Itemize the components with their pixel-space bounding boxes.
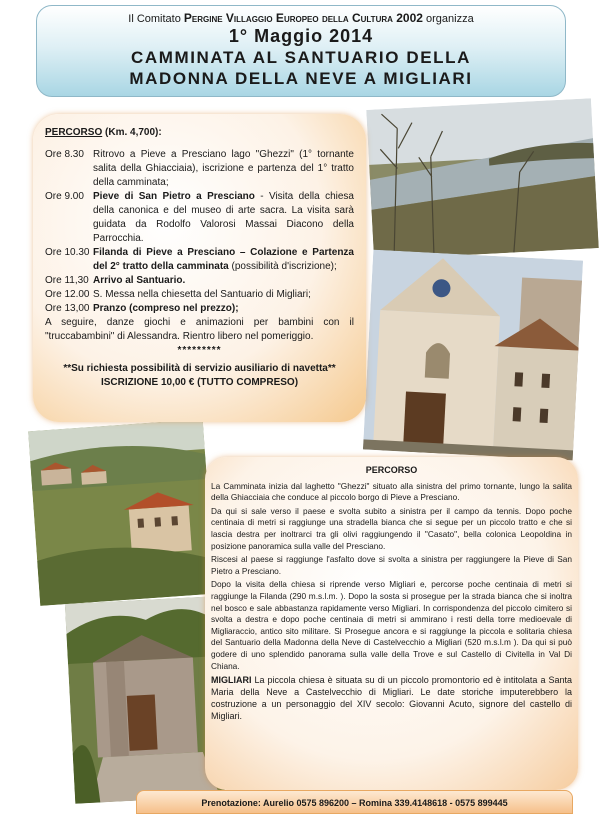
organizer-line <box>37 11 565 25</box>
route-description-panel <box>205 457 578 790</box>
schedule-text: (possibilità d'iscrizione); <box>228 261 337 272</box>
program-heading-km: (Km. 4,700): <box>102 127 162 138</box>
lake-photo <box>366 98 599 260</box>
program-heading <box>45 126 354 140</box>
route-paragraph: La Camminata inizia dal laghetto "Ghezzi" situato alla sinistra del primo tornante, lungo la salita della Ghiacciaia che conduce al piccolo borgo di Pieve a Presciano. <box>211 480 572 503</box>
schedule-row <box>45 302 354 316</box>
schedule-row <box>45 190 354 246</box>
schedule-time: Ore 12.00 <box>45 289 90 300</box>
schedule-time: Ore 9.00 <box>45 191 84 202</box>
organizer-name: Pergine Villaggio Europeo della Cultura 2002 <box>183 11 423 25</box>
migliari-text: La piccola chiesa è situata su di un piccolo promontorio ed è intitolata a Santa Maria della Neve a Castelvecchio di Migliari. Le date storiche imputerebbero la costruzione a un personaggio del XIV secolo: Giovanni Acuto, signore del castello di Migliari. <box>211 675 572 722</box>
migliari-paragraph <box>211 674 572 722</box>
route-paragraph: Dopo la visita della chiesa si riprende verso Migliari e, percorse poche centinaia di metri si raggiunge la Filanda (290 m.s.l.m. ). Dopo la sosta si prosegue per la strada bianca che si inoltra nel bosco e sale abbastanza rapidamente verso Migliari. In corrispondenza del piccolo cimitero si svolta a destra e dopo poche centinaia di metri si ammirano i resti della torre medioevale di Migliaraccio, antico sito militare. Si Prosegue ancora e si raggiunge la piccola e solitaria chiesa del Santuario della Madonna della Neve di Castelvecchio a Migliari (520 m.s.l.m ). Da qui si può godere di uno splendido panorama sulla valle della Trove e sul Castello di Civitella in Val Di Chiana. <box>211 579 572 671</box>
schedule-highlight: Pranzo (compreso nel prezzo); <box>93 303 239 314</box>
schedule-time: Ore 13,00 <box>45 303 90 314</box>
schedule-row <box>45 148 354 190</box>
route-paragraph: Da qui si sale verso il paese e svolta subito a sinistra per il campo da tennis. Dopo poche centinaia di metri si raggiunge una stradella bianca che si segue per un piccolo tratto e che si lascia destra per inoltrarci tra gli olivi raggiungendo il "Casato", bella colonica Leopoldina in posizione panoramica sulla valle del Presciano. <box>211 505 572 551</box>
booking-footer: Prenotazione: Aurelio 0575 896200 – Romina 339.4148618 - 0575 899445 <box>136 790 573 814</box>
village-photo <box>28 419 215 606</box>
organizer-suffix: organizza <box>422 13 474 25</box>
schedule-time: Ore 11,30 <box>45 275 89 286</box>
schedule-time: Ore 8.30 <box>45 149 84 160</box>
schedule-row <box>45 246 354 274</box>
schedule-list <box>45 148 354 316</box>
schedule-text: Ritrovo a Pieve a Presciano lago "Ghezzi" (1° tornante salita della Ghiacciaia), iscrizione e partenza del 1° tratto della camminata; <box>93 149 354 188</box>
program-panel <box>33 114 366 422</box>
church-photo <box>363 250 583 461</box>
schedule-description <box>93 246 354 274</box>
migliari-label: MIGLIARI <box>211 675 252 686</box>
registration-fee: ISCRIZIONE 10,00 € (TUTTO COMPRESO) <box>100 377 299 388</box>
schedule-description <box>93 288 354 302</box>
schedule-text: - Visita della chiesa della canonica e del museo di arte sacra. La visita sarà guidata da Rodolfo Valorosi Massai Diacono della Parrocchia. <box>93 191 354 244</box>
schedule-highlight: Arrivo al Santuario. <box>93 275 186 286</box>
chapel-photo <box>65 596 225 804</box>
event-title-line2: MADONNA DELLA NEVE A MIGLIARI <box>129 69 473 88</box>
schedule-row <box>45 274 354 288</box>
program-closing: A seguire, danze giochi e animazioni per bambini con il "truccabambini" di Alessandra. Rientro libero nel pomeriggio. <box>45 317 354 342</box>
organizer-prefix: Il Comitato <box>128 13 184 25</box>
schedule-text: S. Messa nella chiesetta del Santuario di Migliari; <box>93 289 311 300</box>
stars-divider: ********* <box>177 345 222 356</box>
event-title-line1: CAMMINATA AL SANTUARIO DELLA <box>130 48 472 67</box>
schedule-highlight: Pieve di San Pietro a Presciano <box>93 191 255 202</box>
schedule-row <box>45 288 354 302</box>
route-paragraph: Riscesi al paese si raggiunge l'asfalto dove si svolta a sinistra per raggiungere la Pieve di San Pietro a Presciano. <box>211 554 572 576</box>
schedule-description <box>93 274 354 288</box>
shuttle-note: **Su richiesta possibilità di servizio ausiliario di navetta** <box>63 363 336 374</box>
program-heading-label: PERCORSO <box>45 127 103 138</box>
route-description-title: PERCORSO <box>365 465 418 475</box>
schedule-time: Ore 10.30 <box>45 247 90 258</box>
schedule-description <box>93 190 354 246</box>
header-banner <box>36 5 566 97</box>
schedule-highlight: Filanda di Pieve a Presciano – Colazione e Partenza del 2° tratto della camminata <box>93 247 354 272</box>
schedule-description <box>93 148 354 190</box>
event-date: 1° Maggio 2014 <box>228 26 374 46</box>
schedule-description <box>93 302 354 316</box>
